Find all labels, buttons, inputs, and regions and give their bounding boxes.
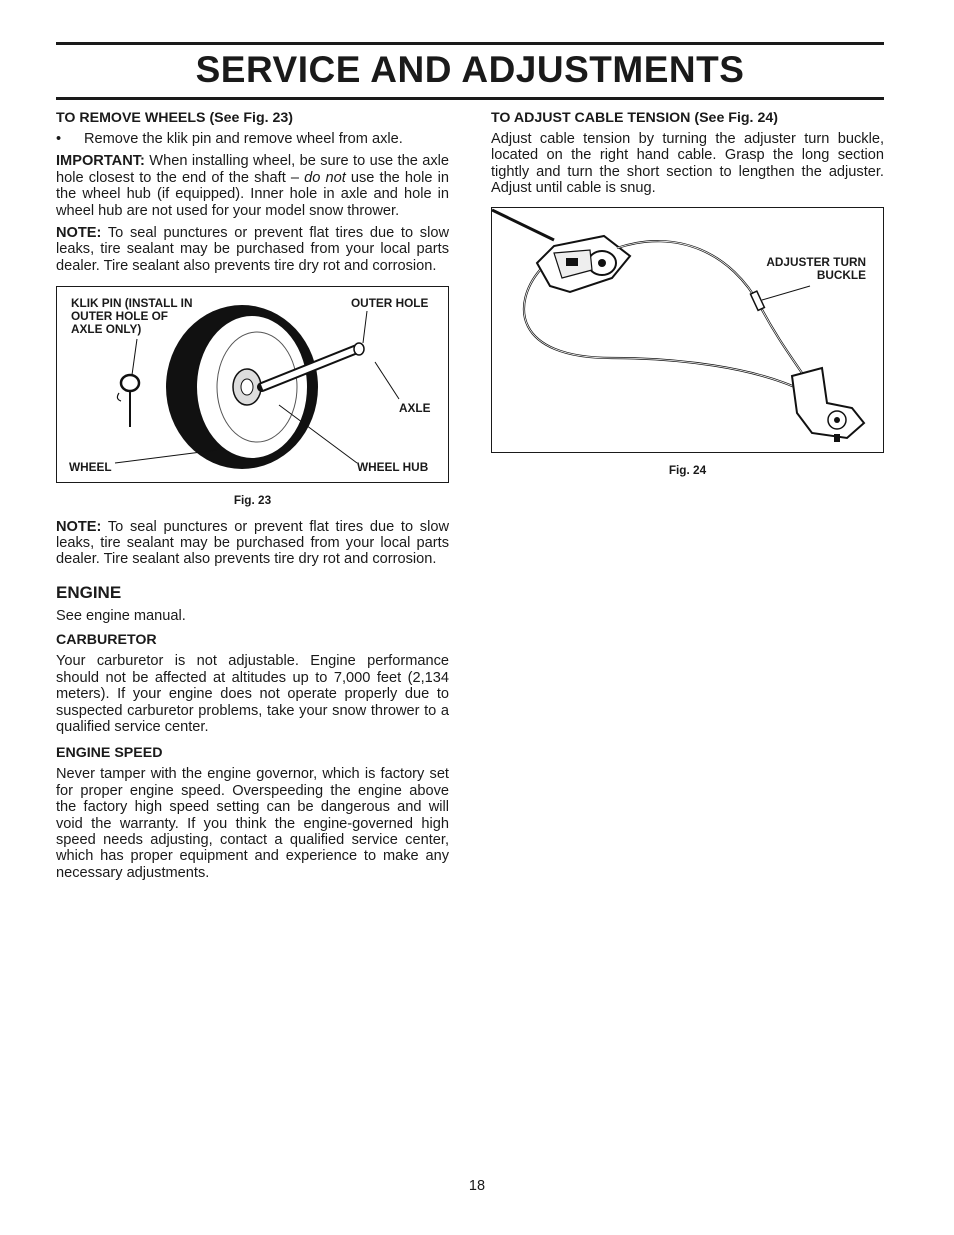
fig-24-caption: Fig. 24 bbox=[668, 462, 707, 477]
important-paragraph bbox=[56, 153, 449, 219]
bullet-item bbox=[56, 131, 449, 147]
label-wheel-hub: WHEEL HUB bbox=[357, 460, 429, 475]
engine-heading: ENGINE bbox=[56, 582, 122, 602]
page-title: SERVICE AND ADJUSTMENTS bbox=[195, 49, 745, 90]
note2-label: NOTE: bbox=[56, 518, 102, 535]
engine-speed-heading: ENGINE SPEED bbox=[56, 745, 163, 762]
important-text-2: use the hole in the wheel hub (if equipped). Inner hole in axle and hole in wheel hub are not used for your model snow thrower. bbox=[56, 169, 449, 219]
bullet-symbol: • bbox=[56, 131, 62, 147]
cable-tension-heading: TO ADJUST CABLE TENSION (See Fig. 24) bbox=[491, 110, 778, 126]
label-axle: AXLE bbox=[399, 401, 431, 416]
page-number: 18 bbox=[468, 1178, 486, 1194]
label-klik-pin: KLIK PIN (INSTALL IN OUTER HOLE OF AXLE ONLY) bbox=[71, 296, 193, 337]
remove-wheels-heading: TO REMOVE WHEELS (See Fig. 23) bbox=[56, 110, 294, 126]
figure-23 bbox=[56, 286, 449, 483]
important-text-1: When installing wheel, be sure to use the axle hole closest to the end of the shaft – bbox=[56, 153, 449, 186]
cable-illustration bbox=[492, 208, 883, 452]
title-underline bbox=[56, 97, 884, 100]
important-label: IMPORTANT: bbox=[56, 153, 145, 170]
label-adjuster-turn-buckle: ADJUSTER TURN BUCKLE bbox=[766, 254, 866, 282]
important-italic: do not bbox=[304, 169, 346, 186]
label-outer-hole: OUTER HOLE bbox=[351, 296, 429, 311]
engine-speed-text: Never tamper with the engine governor, which is factory set for proper engine speed. Overspeeding the engine above the factory high speed setting can be dangerous and will void the warranty. If you think the engine-governed high speed needs adjusting, contact a qualified service center, which has proper equipment and experience to make any necessary adjustments. bbox=[56, 766, 449, 881]
label-wheel: WHEEL bbox=[69, 460, 112, 475]
engine-text: See engine manual. bbox=[56, 607, 186, 624]
note2-text: To seal punctures or prevent flat tires due to slow leaks, tire sealant may be purchased from your local parts dealer. Tire sealant also prevents tire dry rot and corrosion. bbox=[56, 518, 449, 568]
note2-paragraph bbox=[56, 519, 449, 568]
note-text: To seal punctures or prevent flat tires due to slow leaks, tire sealant may be purchased from your local parts dealer. Tire sealant also prevents tire dry rot and corrosion. bbox=[56, 225, 449, 274]
carburetor-text: Your carburetor is not adjustable. Engine performance should not be affected at altitudes up to 7,000 feet (2,134 meters). If your engine does not operate properly due to suspected carburetor problems, take your snow thrower to a qualified service center. bbox=[56, 653, 449, 735]
note-paragraph bbox=[56, 225, 449, 274]
bullet-text: Remove the klik pin and remove wheel from axle. bbox=[84, 131, 403, 147]
left-column bbox=[56, 110, 449, 887]
fig-23-caption: Fig. 23 bbox=[233, 493, 272, 508]
figure-24 bbox=[491, 207, 884, 453]
top-rule bbox=[56, 42, 884, 45]
cable-tension-text: Adjust cable tension by turning the adjuster turn buckle, located on the right hand cable. Grasp the long section tightly and turn the short section to lengthen the adjuster. Adjust until cable is snug. bbox=[491, 131, 884, 197]
right-column bbox=[491, 110, 884, 488]
carburetor-heading: CARBURETOR bbox=[56, 632, 157, 649]
note-label: NOTE: bbox=[56, 225, 102, 242]
